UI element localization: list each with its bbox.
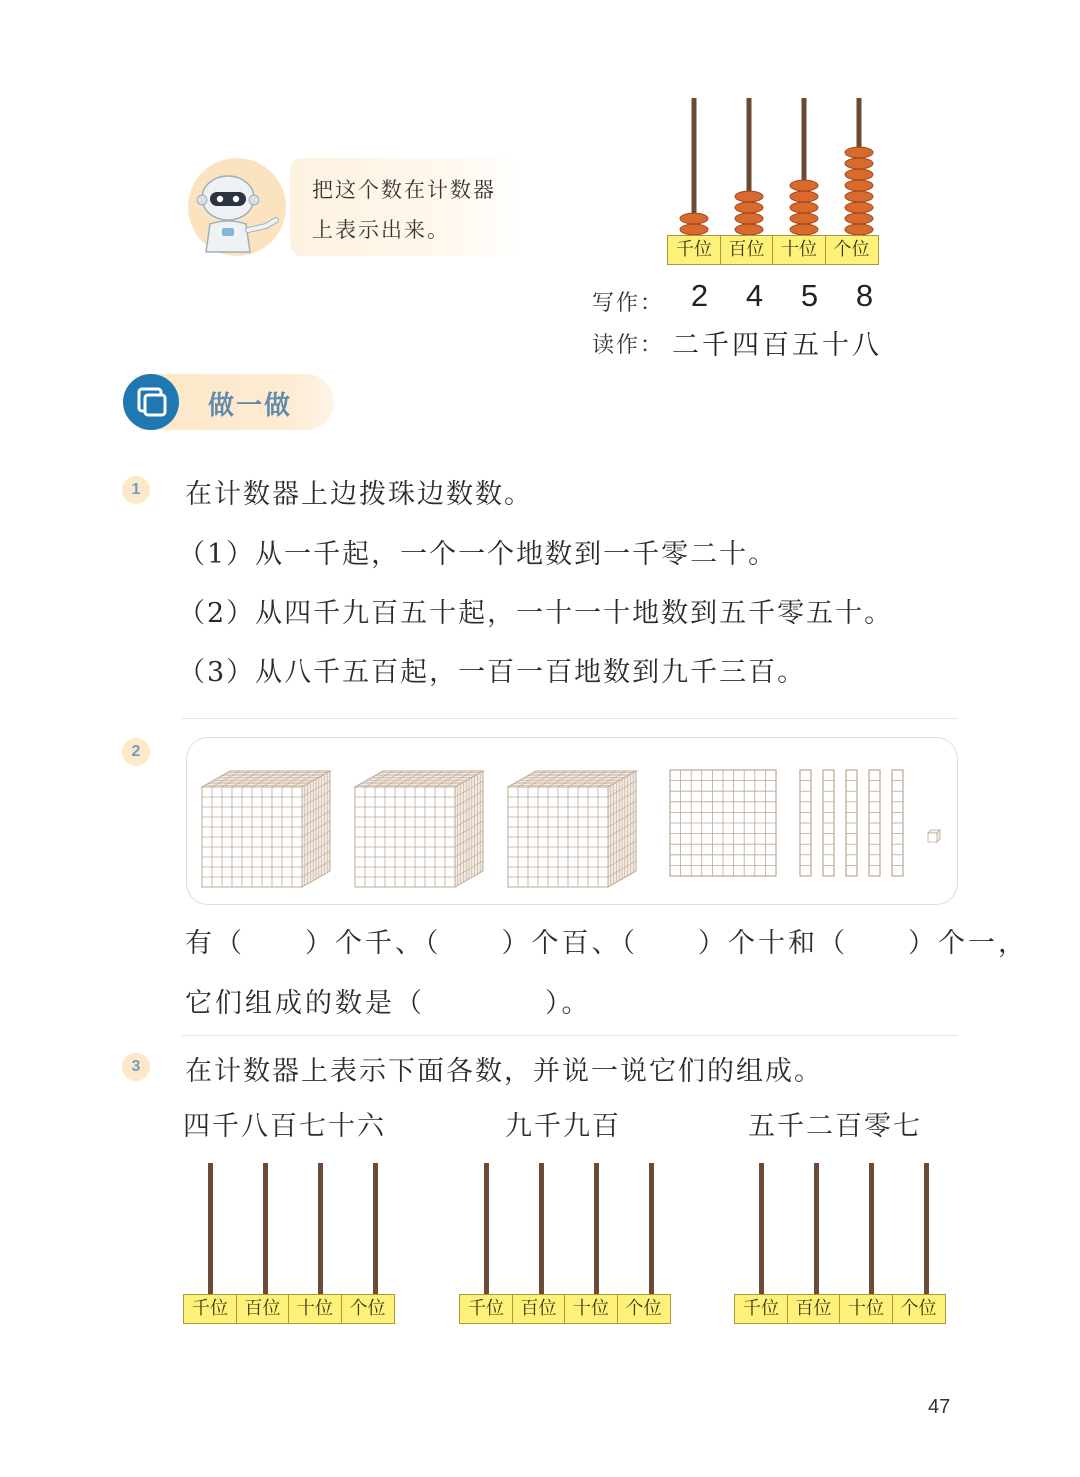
written-number bbox=[672, 278, 892, 314]
empty-counter-c-rods bbox=[734, 1163, 954, 1298]
bead bbox=[680, 224, 708, 235]
bead bbox=[845, 180, 873, 191]
bead bbox=[735, 202, 763, 213]
divider bbox=[182, 718, 958, 719]
speech-bubble-text bbox=[312, 170, 527, 250]
section-title: 做一做 bbox=[208, 391, 293, 421]
label-ones: 个位 bbox=[617, 1294, 671, 1324]
question-number-1: 1 bbox=[122, 476, 150, 504]
label-hundreds: 百位 bbox=[720, 235, 774, 265]
ten-rod bbox=[892, 770, 903, 876]
top-counter-labels bbox=[667, 235, 879, 265]
bead bbox=[735, 213, 763, 224]
bead bbox=[845, 202, 873, 213]
bead bbox=[735, 224, 763, 235]
thousand-cube bbox=[508, 771, 636, 887]
unit-cube bbox=[928, 830, 940, 842]
empty-counter-a-labels bbox=[183, 1294, 395, 1324]
bead bbox=[845, 191, 873, 202]
practice-icon bbox=[123, 374, 179, 430]
label-ones: 个位 bbox=[341, 1294, 395, 1324]
bead bbox=[790, 191, 818, 202]
bead bbox=[845, 158, 873, 169]
bead bbox=[845, 224, 873, 235]
q3-number-b: 九千九百 bbox=[505, 1111, 621, 1142]
q3-number-a: 四千八百七十六 bbox=[183, 1111, 386, 1142]
digit-thousands: 2 bbox=[690, 278, 709, 313]
label-hundreds: 百位 bbox=[236, 1294, 290, 1324]
ten-rod bbox=[846, 770, 857, 876]
question-2-line-2: 它们组成的数是（ ）。 bbox=[185, 988, 592, 1019]
question-1-item-2: （2）从四千九百五十起，一十一十地数到五千零五十。 bbox=[178, 598, 894, 629]
bead bbox=[735, 191, 763, 202]
question-number-2: 2 bbox=[122, 738, 150, 766]
hundred-flat bbox=[670, 770, 776, 876]
ten-rod bbox=[823, 770, 834, 876]
bubble-line-2: 上表示出来。 bbox=[312, 218, 450, 242]
thousand-cube bbox=[355, 771, 483, 887]
read-label: 读作： bbox=[592, 333, 665, 358]
bead bbox=[845, 213, 873, 224]
question-3-text: 在计数器上表示下面各数，并说一说它们的组成。 bbox=[185, 1056, 823, 1087]
label-ones: 个位 bbox=[892, 1294, 946, 1324]
label-hundreds: 百位 bbox=[512, 1294, 566, 1324]
write-label: 写作： bbox=[592, 291, 665, 316]
label-ones: 个位 bbox=[825, 235, 879, 265]
bead bbox=[845, 169, 873, 180]
robot-icon bbox=[188, 160, 288, 260]
digit-tens: 5 bbox=[800, 278, 819, 313]
label-tens: 十位 bbox=[772, 235, 826, 265]
bubble-line-1: 把这个数在计数器 bbox=[312, 178, 496, 202]
label-tens: 十位 bbox=[288, 1294, 342, 1324]
bead bbox=[790, 213, 818, 224]
bead bbox=[845, 147, 873, 158]
read-number-text: 二千四百五十八 bbox=[672, 330, 882, 361]
label-tens: 十位 bbox=[839, 1294, 893, 1324]
empty-counter-b-labels bbox=[459, 1294, 671, 1324]
q3-number-c: 五千二百零七 bbox=[748, 1111, 922, 1142]
ten-rod bbox=[800, 770, 811, 876]
thousand-cube bbox=[202, 771, 330, 887]
base-ten-blocks bbox=[186, 737, 958, 905]
label-thousands: 千位 bbox=[667, 235, 721, 265]
top-counter-rods bbox=[667, 98, 892, 238]
bead bbox=[680, 213, 708, 224]
bead bbox=[790, 224, 818, 235]
digit-hundreds: 4 bbox=[745, 278, 764, 313]
bead bbox=[790, 202, 818, 213]
question-1-item-3: （3）从八千五百起，一百一百地数到九千三百。 bbox=[178, 657, 807, 688]
divider bbox=[182, 1035, 958, 1036]
label-thousands: 千位 bbox=[734, 1294, 788, 1324]
bead bbox=[790, 180, 818, 191]
question-2-line-1: 有（ ）个千、（ ）个百、（ ）个十和（ ）个一， bbox=[185, 928, 1028, 959]
question-1-text: 在计数器上边拨珠边数数。 bbox=[185, 479, 533, 510]
ten-rod bbox=[869, 770, 880, 876]
question-number-3: 3 bbox=[122, 1053, 150, 1081]
digit-ones: 8 bbox=[855, 278, 874, 313]
question-1-item-1: （1）从一千起，一个一个地数到一千零二十。 bbox=[178, 539, 778, 570]
empty-counter-a-rods bbox=[183, 1163, 403, 1298]
label-hundreds: 百位 bbox=[787, 1294, 841, 1324]
label-thousands: 千位 bbox=[459, 1294, 513, 1324]
empty-counter-b-rods bbox=[459, 1163, 679, 1298]
label-tens: 十位 bbox=[564, 1294, 618, 1324]
empty-counter-c-labels bbox=[734, 1294, 946, 1324]
page-number: 47 bbox=[928, 1396, 951, 1418]
label-thousands: 千位 bbox=[183, 1294, 237, 1324]
